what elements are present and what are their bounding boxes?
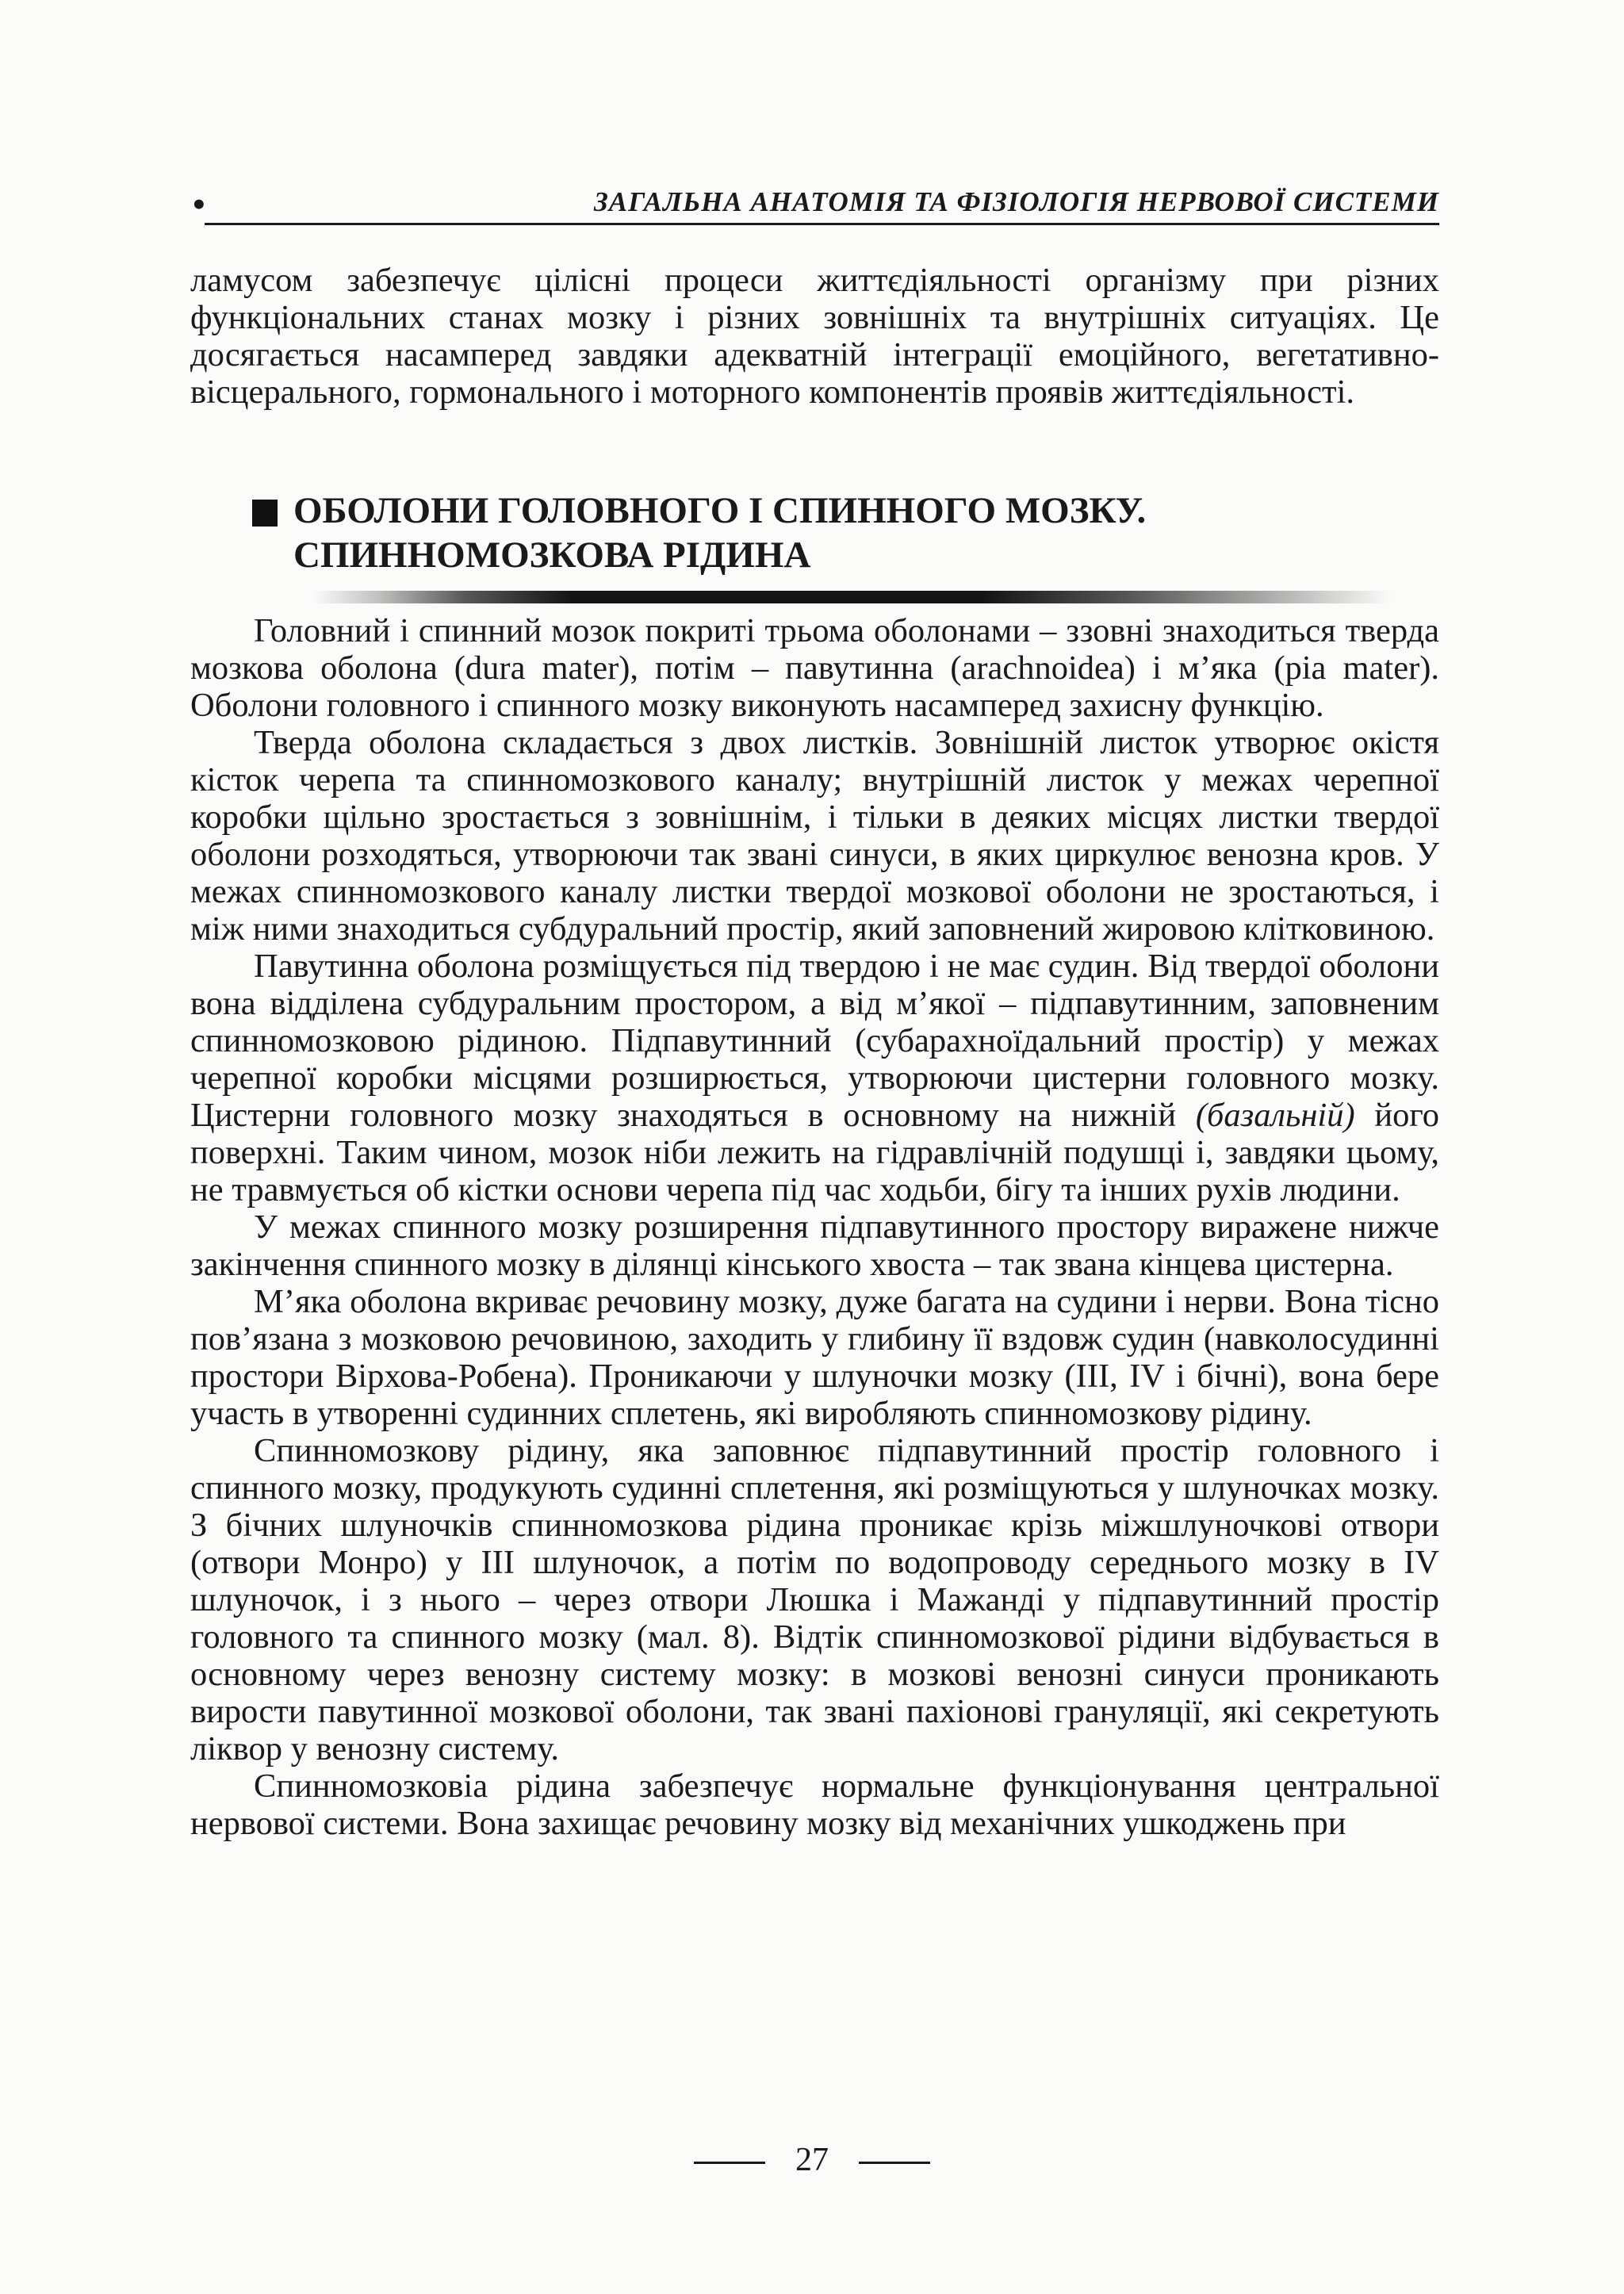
- paragraph-csf-circulation: Спинномозкову рідину, яка заповнює підпавутинний простір головного і спинного мозку, продукують судинні сплетення, які розміщуються у шлуночках мозку. З бічних шлуночків спинномозкова рідина проникає крізь міжшлуночкові отвори (отвори Монро) у III шлуночок, а потім по водопроводу середнього мозку в IV шлуночок, і з нього – через отвори Люшка і Мажанді у підпавутинний простір головного та спинного мозку (мал. 8). Відтік спинномозкової рідини відбувається в основному через венозну систему мозку: в мозкові венозні синуси проникають вирости павутинної мозкової оболони, так звані пахіонові грануляції, які секретують ліквор у венозну систему.: [190, 1432, 1439, 1767]
- paragraph-pia-mater: М’яка оболона вкриває речовину мозку, дуже багата на судини і нерви. Вона тісно пов’язана з мозковою речовиною, заходить у глибину її вздовж судин (навколосудинні простори Вірхова-Робена). Проникаючи у шлуночки мозку (III, IV і бічні), вона бере участь в утворенні судинних сплетень, які виробляють спинномозкову рідину.: [190, 1283, 1439, 1432]
- square-bullet-icon: [252, 500, 278, 527]
- running-header-title: ЗАГАЛЬНА АНАТОМІЯ ТА ФІЗІОЛОГІЯ НЕРВОВОЇ СИСТЕМИ: [593, 186, 1439, 217]
- body-text: [190, 612, 1439, 1842]
- page-footer: [0, 2141, 1624, 2189]
- running-header: [190, 178, 1439, 226]
- paragraph-arachnoid-part-2: його поверхні. Таким чином, мозок ніби лежить на гідравлічній подушці і, завдяки цьому, не травмується об кістки основи черепа під час ходьби, бігу та інших рухів людини.: [190, 1097, 1440, 1208]
- paragraph-dura-mater: Тверда оболона складається з двох листків. Зовнішній листок утворює окістя кісток черепа та спинномозкового каналу; внутрішній листок у межах черепної коробки щільно зростається з зовнішнім, і тільки в деяких місцях листки твердої оболони розходяться, утворюючи так звані синуси, в яких циркулює венозна кров. У межах спинномозкового каналу листки твердої мозкової оболони не зростаються, і між ними знаходиться субдуральний простір, який заповнений жировою клітковиною.: [190, 724, 1439, 948]
- paragraph-arachnoid-part-1: Павутинна оболона розміщується під твердою і не має судин. Від твердої оболони вона відділена субдуральним простором, а від м’якої – підпавутинним, заповненим спинномозковою рідиною. Підпавутинний (субарахноїдальний простір) у межах черепної коробки місцями розширюється, утворюючи цистерни головного мозку. Цистерни головного мозку знаходяться в основному на нижній: [190, 948, 1439, 1134]
- footer-dash-left: [694, 2162, 765, 2164]
- section-title-line-2: СПИННОМОЗКОВА РІДИНА: [293, 534, 811, 576]
- intro-paragraph-block: [190, 262, 1439, 411]
- heading-underline-bar: [313, 591, 1392, 603]
- page-number: 27: [795, 2142, 829, 2178]
- paragraph-spinal-cistern: У межах спинного мозку розширення підпавутинного простору виражене нижче закінчення спинного мозку в ділянці кінського хвоста – так звана кінцева цистерна.: [190, 1208, 1439, 1283]
- paragraph-meninges: Головний і спинний мозок покриті трьома оболонами – ззовні знаходиться тверда мозкова оболона (dura mater), потім – павутинна (arachnoidea) і м’яка (pia mater). Оболони головного і спинного мозку виконують насамперед захисну функцію.: [190, 612, 1439, 724]
- paragraph-csf-function: Спинномозковіа рідина забезпечує нормальне функціонування центральної нервової системи. Вона захищає речовину мозку від механічних ушкоджень при: [190, 1767, 1439, 1842]
- paragraph-arachnoid: [190, 948, 1439, 1208]
- header-rule: [205, 223, 1439, 225]
- footer-dash-right: [859, 2162, 930, 2164]
- intro-paragraph: ламусом забезпечує цілісні процеси життєдіяльності організму при різних функціональних станах мозку і різних зовнішніх та внутрішніх ситуаціях. Це досягається насамперед завдяки адекватній інтеграції емоційного, вегетативно-вісцерального, гормонального і моторного компонентів проявів життєдіяльності.: [190, 262, 1439, 411]
- header-bullet: •: [190, 190, 208, 221]
- paragraph-arachnoid-emphasis: (базальній): [1195, 1097, 1355, 1134]
- section-title-line-1: ОБОЛОНИ ГОЛОВНОГО І СПИННОГО МОЗКУ.: [293, 490, 1147, 531]
- section-heading: [252, 488, 1283, 577]
